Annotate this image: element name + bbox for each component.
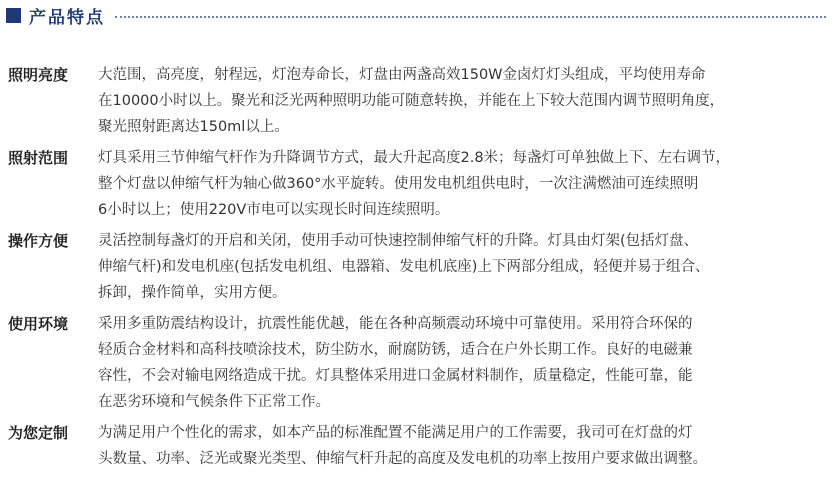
description-line: 在10000小时以上。聚光和泛光两种照明功能可随意转换，并能在上下较大范围内调节照明角度， xyxy=(98,93,725,109)
feature-description xyxy=(98,228,828,306)
feature-label: 为您定制 xyxy=(8,424,69,442)
section-header xyxy=(6,4,826,26)
description-line: 聚光照射距离达150ml以上。 xyxy=(98,119,289,135)
description-line: 整个灯盘以伸缩气杆为轴心做360°水平旋转。使用发电机组供电时，一次注满燃油可连续照明 xyxy=(98,176,699,192)
description-line: 采用多重防震结构设计，抗震性能优越，能在各种高频震动环境中可靠使用。采用符合环保的 xyxy=(98,316,693,332)
feature-row-range xyxy=(8,145,828,223)
feature-description xyxy=(98,311,828,415)
feature-row-environment xyxy=(8,311,828,415)
feature-description xyxy=(98,420,828,472)
header-square-icon xyxy=(6,8,21,23)
feature-label: 操作方便 xyxy=(8,232,69,250)
feature-list xyxy=(8,62,828,477)
description-line: 大范围，高亮度，射程远，灯泡寿命长，灯盘由两盏高效150W金卤灯灯头组成，平均使用寿命 xyxy=(98,67,706,83)
description-line: 灯具采用三节伸缩气杆作为升降调节方式，最大升起高度2.8米；每盏灯可单独做上下、左右调节， xyxy=(98,150,731,166)
description-line: 伸缩气杆)和发电机座(包括发电机组、电器箱、发电机底座)上下两部分组成，轻便并易于组合、 xyxy=(98,259,710,275)
description-line: 头数量、功率、泛光或聚光类型、伸缩气杆升起的高度及发电机的功率上按用户要求做出调整。 xyxy=(98,451,707,467)
feature-row-operation xyxy=(8,228,828,306)
feature-description xyxy=(98,62,828,140)
description-line: 灵活控制每盏灯的开启和关闭，使用手动可快速控制伸缩气杆的升降。灯具由灯架(包括灯盘、 xyxy=(98,233,699,249)
feature-row-custom xyxy=(8,420,828,472)
description-line: 轻质合金材料和高科技喷涂技术，防尘防水，耐腐防锈，适合在户外长期工作。良好的电磁兼 xyxy=(98,342,693,358)
description-line: 6小时以上；使用220V市电可以实现长时间连续照明。 xyxy=(98,202,450,218)
feature-row-brightness xyxy=(8,62,828,140)
description-line: 在恶劣环境和气候条件下正常工作。 xyxy=(98,394,330,410)
description-line: 为满足用户个性化的需求，如本产品的标准配置不能满足用户的工作需要，我司可在灯盘的灯 xyxy=(98,425,693,441)
feature-label: 照明亮度 xyxy=(8,66,69,84)
header-dotted-divider xyxy=(115,16,826,18)
feature-label: 使用环境 xyxy=(8,315,69,333)
description-line: 拆卸，操作简单，实用方便。 xyxy=(98,285,287,301)
description-line: 容性，不会对输电网络造成干扰。灯具整体采用进口金属材料制作，质量稳定，性能可靠，能 xyxy=(98,368,693,384)
feature-label: 照射范围 xyxy=(8,149,69,167)
feature-description xyxy=(98,145,828,223)
section-title: 产品特点 xyxy=(29,7,105,28)
